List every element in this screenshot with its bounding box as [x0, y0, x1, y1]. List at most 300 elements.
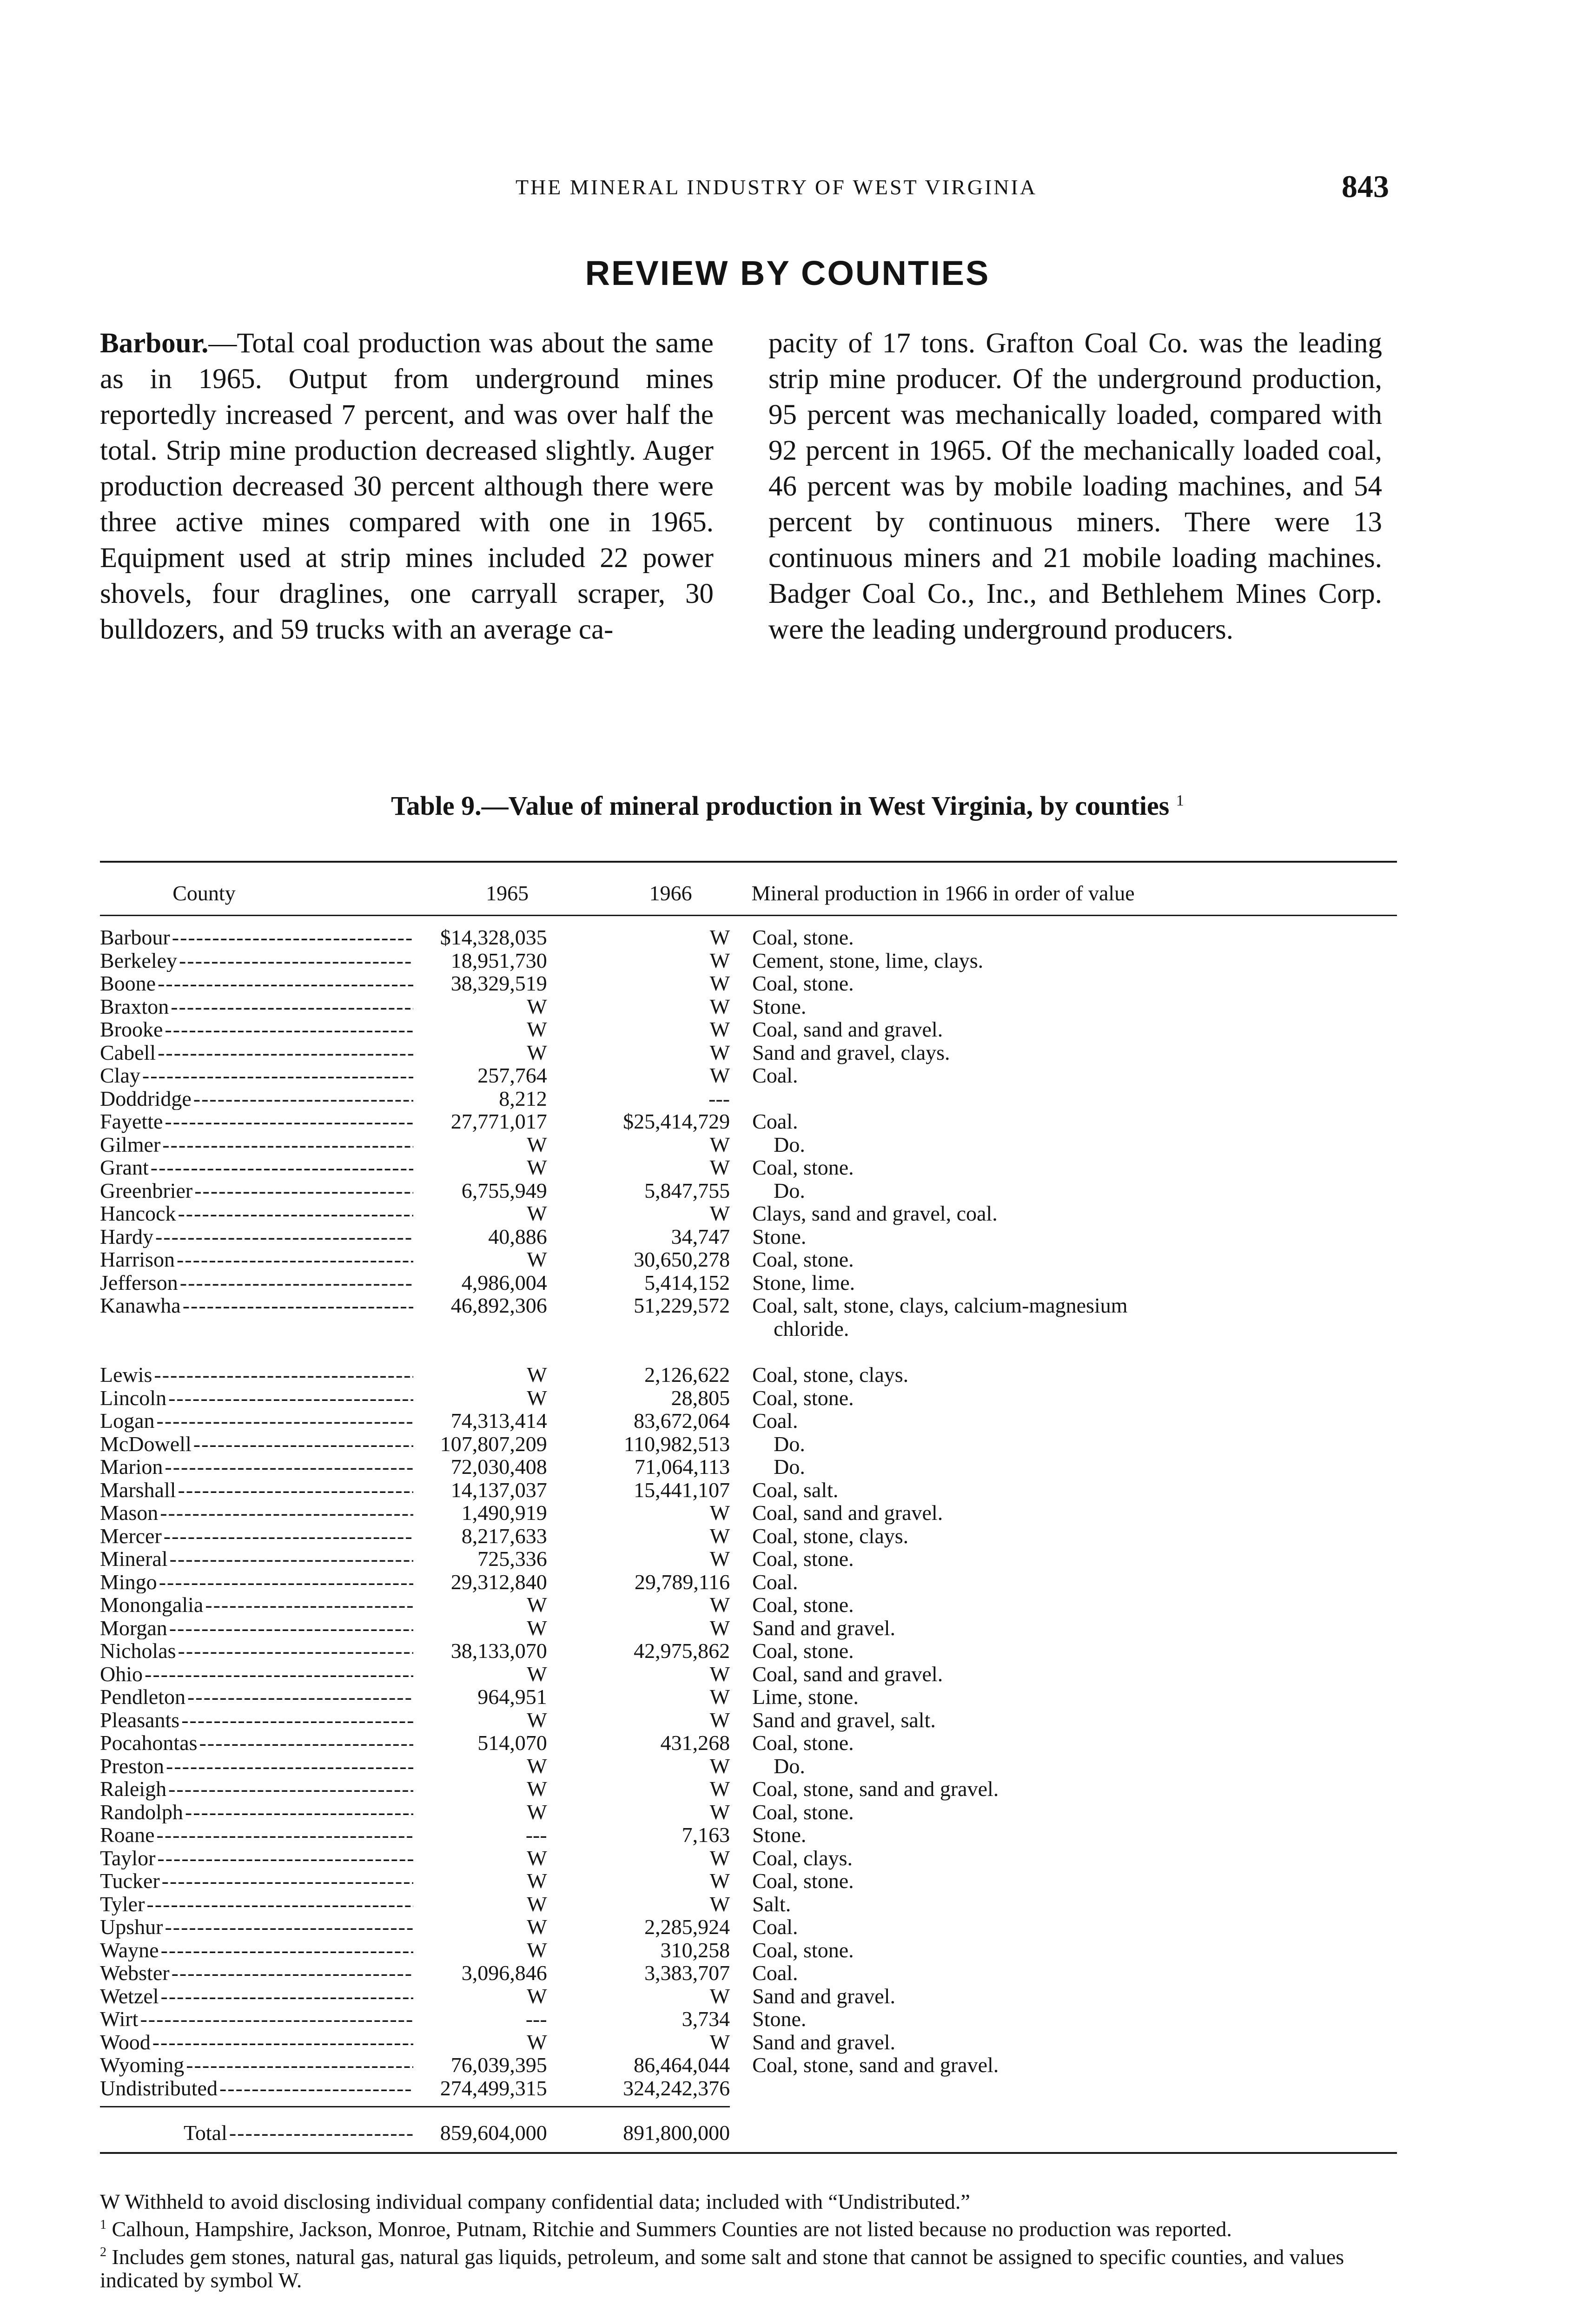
- value-1966-cell: 28,805: [671, 1386, 730, 1410]
- minerals-cell: Salt.: [752, 1892, 791, 1916]
- county-cell: [100, 1202, 413, 1225]
- total-label-cell: [100, 2107, 413, 2150]
- county-name: Berkeley -----: [100, 949, 413, 972]
- value-1966-cell: W: [709, 1777, 730, 1801]
- value-1966-cell: 7,163: [682, 1823, 730, 1847]
- total-separator-row: [100, 2100, 1397, 2107]
- value-1965-cell: 107,807,209: [440, 1432, 547, 1456]
- minerals-cell: Coal.: [752, 1409, 798, 1433]
- value-1966-cell: [547, 1317, 730, 1340]
- county-cell: [100, 1294, 413, 1317]
- county-cell: [100, 2053, 413, 2077]
- county-name: Undistributed -----: [100, 2077, 413, 2100]
- value-1966-cell: 2,285,924: [644, 1915, 730, 1939]
- minerals-cell: Coal, stone.: [752, 1938, 854, 1962]
- minerals-cell: Do.: [752, 1455, 805, 1479]
- footnote-2-text: Includes gem stones, natural gas, natural gas liquids, petroleum, and some salt and stone that cannot be assigned to specific counties, and values indicated by symbol W.: [100, 2245, 1344, 2292]
- county-name: Pocahontas -----: [100, 1731, 413, 1755]
- footnote-2-mark: 2: [100, 2245, 106, 2260]
- value-1966-cell: W: [709, 1685, 730, 1709]
- county-cell: [100, 1018, 413, 1041]
- value-1965-cell: 257,764: [477, 1063, 547, 1087]
- value-1965-cell: ---: [525, 2007, 547, 2031]
- county-name: Marion -----: [100, 1455, 413, 1479]
- value-1965-cell: 274,499,315: [440, 2076, 547, 2100]
- table-row: [100, 1915, 1397, 1939]
- table-row: [100, 1939, 1397, 1962]
- county-cell: [100, 1801, 413, 1824]
- table-row: [100, 1617, 1397, 1640]
- minerals-cell: Sand and gravel, salt.: [752, 1708, 936, 1732]
- table-row: [100, 972, 1397, 995]
- value-1965-cell: 964,951: [477, 1685, 547, 1709]
- county-name: Fayette -----: [100, 1110, 413, 1133]
- table-row: [100, 1225, 1397, 1248]
- value-1966-cell: 110,982,513: [623, 1432, 730, 1456]
- running-title: THE MINERAL INDUSTRY OF WEST VIRGINIA: [515, 175, 1038, 199]
- county-name: Barbour -----: [100, 926, 413, 949]
- county-name: Randolph -----: [100, 1801, 413, 1824]
- footnotes: [100, 2190, 1397, 2292]
- county-name: Ohio -----: [100, 1663, 413, 1686]
- value-1965-cell: W: [527, 1892, 547, 1916]
- minerals-cell: Stone, lime.: [752, 1270, 855, 1294]
- value-1966-cell: W: [709, 1800, 730, 1824]
- county-cell: [100, 1617, 413, 1640]
- text-column-right: [768, 325, 1382, 647]
- minerals-cell: Stone.: [752, 2007, 807, 2031]
- value-1966-cell: W: [709, 1524, 730, 1548]
- table-row: [100, 1525, 1397, 1548]
- table-row: [100, 1501, 1397, 1525]
- county-name: Upshur -----: [100, 1915, 413, 1939]
- county-cell: [100, 1525, 413, 1548]
- total-label: Total -----: [100, 2117, 413, 2149]
- county-cell: [100, 1110, 413, 1133]
- value-1966-cell: W: [709, 1662, 730, 1686]
- value-1965-cell: W: [527, 1938, 547, 1962]
- table-row: [100, 1087, 1397, 1110]
- table-row: [100, 1685, 1397, 1709]
- value-1965-cell: 4,986,004: [461, 1270, 547, 1294]
- table-row: [100, 1294, 1397, 1317]
- value-1966-cell: W: [709, 925, 730, 949]
- table-bottom-rule: [100, 2152, 1397, 2154]
- county-cell: [100, 1547, 413, 1571]
- county-name: Roane -----: [100, 1823, 413, 1847]
- value-1965-cell: 74,313,414: [450, 1409, 547, 1433]
- runin-heading: Barbour.: [100, 328, 209, 359]
- value-1966-cell: W: [709, 1616, 730, 1640]
- table-row: [100, 1593, 1397, 1617]
- county-cell: [100, 1156, 413, 1179]
- table-row: [100, 1731, 1397, 1755]
- county-cell: [100, 1915, 413, 1939]
- value-1965-cell: W: [527, 1248, 547, 1271]
- county-name: Pendleton -----: [100, 1685, 413, 1709]
- value-1965-cell: W: [527, 994, 547, 1018]
- value-1965-cell: 72,030,408: [450, 1455, 547, 1479]
- county-cell: [100, 1709, 413, 1732]
- county-name: Brooke -----: [100, 1018, 413, 1041]
- table-row: [100, 1985, 1397, 2008]
- value-1965-cell: W: [527, 1662, 547, 1686]
- footnote-1-mark: 1: [100, 2218, 106, 2232]
- table-row: [100, 1869, 1397, 1893]
- value-1966-cell: 3,383,707: [644, 1961, 730, 1985]
- minerals-cell: Do.: [752, 1132, 805, 1156]
- minerals-cell: Coal, stone.: [752, 1731, 854, 1755]
- value-1966-cell: 2,126,622: [644, 1363, 730, 1386]
- minerals-cell: Stone.: [752, 1224, 807, 1248]
- county-cell: [100, 1479, 413, 1502]
- table-row: [100, 1709, 1397, 1732]
- value-1965-cell: 3,096,846: [461, 1961, 547, 1985]
- value-1966-cell: 51,229,572: [634, 1294, 730, 1317]
- county-name: Marshall -----: [100, 1479, 413, 1502]
- table-row: [100, 1179, 1397, 1202]
- minerals-cell: chloride.: [752, 1316, 849, 1340]
- value-1965-cell: ---: [525, 1823, 547, 1847]
- value-1965-cell: 514,070: [477, 1731, 547, 1755]
- county-name: Preston -----: [100, 1755, 413, 1778]
- minerals-cell: Sand and gravel.: [752, 1616, 895, 1640]
- county-name: Mason -----: [100, 1501, 413, 1525]
- county-cell: [100, 2077, 413, 2100]
- value-1966-cell: W: [709, 1202, 730, 1225]
- county-name: Braxton -----: [100, 995, 413, 1018]
- value-1966-cell: W: [709, 948, 730, 972]
- value-1966-cell: W: [709, 1869, 730, 1893]
- value-1966-cell: 83,672,064: [634, 1409, 730, 1433]
- county-name: Mineral -----: [100, 1547, 413, 1571]
- minerals-cell: Coal, stone.: [752, 1248, 854, 1271]
- table-title-text: Table 9.—Value of mineral production in West Virginia, by counties: [391, 791, 1170, 821]
- county-cell: [100, 1248, 413, 1271]
- county-name: Wayne -----: [100, 1939, 413, 1962]
- value-1966-cell: W: [709, 1754, 730, 1778]
- table-row: [100, 1156, 1397, 1179]
- county-cell: [100, 1409, 413, 1433]
- table-top-rule: [100, 861, 1397, 863]
- value-1966-cell: ---: [708, 1086, 730, 1110]
- minerals-cell: Coal, stone, sand and gravel.: [752, 1777, 999, 1801]
- county-cell: [100, 995, 413, 1018]
- value-1966-cell: W: [709, 994, 730, 1018]
- minerals-cell: Coal, stone.: [752, 971, 854, 995]
- table-row: [100, 2053, 1397, 2077]
- county-name: Clay -----: [100, 1064, 413, 1087]
- table-row: [100, 1110, 1397, 1133]
- county-cell: [100, 1179, 413, 1202]
- county-cell: [100, 1939, 413, 1962]
- value-1965-cell: W: [527, 1869, 547, 1893]
- value-1966-cell: W: [709, 1132, 730, 1156]
- minerals-cell: Coal, stone, clays.: [752, 1363, 909, 1386]
- county-name: Wirt -----: [100, 2007, 413, 2031]
- county-name: Wood -----: [100, 2031, 413, 2054]
- value-1965-cell: W: [527, 1846, 547, 1870]
- county-cell: [100, 972, 413, 995]
- county-name: Harrison -----: [100, 1248, 413, 1271]
- table-row: [100, 1133, 1397, 1156]
- value-1966-cell: W: [709, 1017, 730, 1041]
- county-name: Monongalia -----: [100, 1593, 413, 1617]
- table-row: [100, 926, 1397, 949]
- table-row: [100, 1479, 1397, 1502]
- county-cell: [100, 1961, 413, 1985]
- county-name: Hardy -----: [100, 1225, 413, 1248]
- value-1965-cell: W: [527, 1202, 547, 1225]
- value-1965-cell: W: [527, 1777, 547, 1801]
- county-cell: [100, 1869, 413, 1893]
- minerals-cell: Sand and gravel.: [752, 2030, 895, 2054]
- table-row: [100, 1639, 1397, 1663]
- county-name: Pleasants -----: [100, 1709, 413, 1732]
- value-1966-cell: 71,064,113: [634, 1455, 730, 1479]
- table-row: [100, 1363, 1397, 1386]
- county-name: Webster -----: [100, 1961, 413, 1985]
- county-cell: [100, 2031, 413, 2054]
- value-1966-cell: 5,847,755: [644, 1178, 730, 1202]
- minerals-cell: Coal, stone.: [752, 1869, 854, 1893]
- value-1965-cell: W: [527, 1984, 547, 2008]
- county-cell: [100, 2007, 413, 2031]
- minerals-cell: Stone.: [752, 994, 807, 1018]
- footnote-2: [100, 2241, 1397, 2291]
- total-1966-cell: 891,800,000: [623, 2121, 730, 2145]
- value-1965-cell: 29,312,840: [450, 1570, 547, 1594]
- value-1965-cell: W: [527, 1040, 547, 1064]
- value-1966-cell: 29,789,116: [634, 1570, 730, 1594]
- county-name: Jefferson -----: [100, 1271, 413, 1294]
- footnote-1: [100, 2213, 1397, 2241]
- county-cell: [100, 1985, 413, 2008]
- running-head: [0, 168, 1575, 205]
- county-name: Taylor -----: [100, 1847, 413, 1870]
- value-1965-cell: W: [527, 1155, 547, 1179]
- minerals-cell: Sand and gravel.: [752, 1984, 895, 2008]
- value-1965-cell: 38,133,070: [450, 1639, 547, 1663]
- county-cell: [100, 1433, 413, 1456]
- county-name: Wetzel -----: [100, 1985, 413, 2008]
- value-1965-cell: 8,212: [499, 1086, 547, 1110]
- footnote-w: W Withheld to avoid disclosing individual company confidential data; included with “Undistributed.”: [100, 2190, 970, 2213]
- value-1966-cell: W: [709, 1547, 730, 1571]
- minerals-cell: [730, 1087, 1397, 1110]
- value-1965-cell: 18,951,730: [450, 948, 547, 972]
- minerals-cell: Coal, sand and gravel.: [752, 1662, 943, 1686]
- minerals-cell: Coal, stone.: [752, 925, 854, 949]
- minerals-cell: Cement, stone, lime, clays.: [752, 948, 984, 972]
- value-1966-cell: 15,441,107: [634, 1478, 730, 1502]
- paragraph-text-right: pacity of 17 tons. Grafton Coal Co. was the leading strip mine producer. Of the underground production, 95 percent was mechanically loaded, compared with 92 percent in 1965. Of the mechanically loaded coal, 46 percent was by mobile loading machines, and 54 percent by continuous miners. There were 13 continuous miners and 21 mobile loading machines. Badger Coal Co., Inc., and Bethlehem Mines Corp. were the leading underground producers.: [768, 328, 1382, 645]
- minerals-cell: Lime, stone.: [752, 1685, 859, 1709]
- county-cell: [100, 1317, 413, 1340]
- value-1966-cell: 34,747: [671, 1224, 730, 1248]
- table-row: [100, 1801, 1397, 1824]
- value-1966-cell: 42,975,862: [634, 1639, 730, 1663]
- county-cell: [100, 1571, 413, 1594]
- minerals-cell: Stone.: [752, 1823, 807, 1847]
- value-1966-cell: W: [709, 1984, 730, 2008]
- table-row: [100, 1571, 1397, 1594]
- table-row: [100, 949, 1397, 972]
- value-1965-cell: W: [527, 1616, 547, 1640]
- value-1965-cell: W: [527, 1017, 547, 1041]
- table-spacer-row: [100, 1340, 1397, 1363]
- county-cell: [100, 1685, 413, 1709]
- value-1966-cell: W: [709, 1040, 730, 1064]
- county-cell: [100, 1639, 413, 1663]
- minerals-cell: [730, 2077, 1397, 2100]
- value-1966-cell: W: [709, 1846, 730, 1870]
- minerals-cell: Do.: [752, 1178, 805, 1202]
- value-1965-cell: W: [527, 1800, 547, 1824]
- minerals-cell: Coal.: [752, 1063, 798, 1087]
- county-name: Lewis -----: [100, 1363, 413, 1386]
- value-1966-cell: 324,242,376: [623, 2076, 730, 2100]
- table-header: [100, 875, 1397, 912]
- header-county: County: [172, 881, 236, 905]
- minerals-cell: Do.: [752, 1432, 805, 1456]
- county-cell: [100, 1271, 413, 1294]
- table-row: [100, 995, 1397, 1018]
- value-1965-cell: W: [527, 1915, 547, 1939]
- minerals-cell: Coal, clays.: [752, 1846, 853, 1870]
- county-name: Greenbrier -----: [100, 1179, 413, 1202]
- value-1966-cell: 5,414,152: [644, 1270, 730, 1294]
- county-name: Cabell -----: [100, 1041, 413, 1064]
- table-row: [100, 1547, 1397, 1571]
- value-1965-cell: W: [527, 1754, 547, 1778]
- minerals-cell: Coal, stone.: [752, 1593, 854, 1617]
- county-name: Logan -----: [100, 1409, 413, 1433]
- minerals-cell: Coal.: [752, 1961, 798, 1985]
- value-1966-cell: W: [709, 1708, 730, 1732]
- county-name: Mingo -----: [100, 1571, 413, 1594]
- value-1966-cell: W: [709, 1892, 730, 1916]
- minerals-cell: Coal, stone.: [752, 1639, 854, 1663]
- table-row: [100, 1041, 1397, 1064]
- county-name: Morgan -----: [100, 1617, 413, 1640]
- value-1966-cell: W: [709, 1593, 730, 1617]
- value-1966-cell: $25,414,729: [623, 1109, 730, 1133]
- section-title: REVIEW BY COUNTIES: [585, 254, 990, 292]
- county-name: Tucker -----: [100, 1869, 413, 1893]
- county-cell: [100, 1777, 413, 1801]
- county-cell: [100, 1225, 413, 1248]
- county-cell: [100, 1386, 413, 1410]
- county-cell: [100, 1064, 413, 1087]
- minerals-cell: Coal, sand and gravel.: [752, 1017, 943, 1041]
- table-row: [100, 1248, 1397, 1271]
- table-row: [100, 1847, 1397, 1870]
- minerals-cell: Coal, stone.: [752, 1386, 854, 1410]
- table-row: [100, 1064, 1397, 1087]
- table-row: [100, 1777, 1397, 1801]
- county-cell: [100, 949, 413, 972]
- table-row: [100, 1386, 1397, 1410]
- table-row: [100, 1455, 1397, 1479]
- county-name: Grant -----: [100, 1156, 413, 1179]
- table-body: [100, 926, 1397, 2149]
- table-row: [100, 2007, 1397, 2031]
- value-1965-cell: $14,328,035: [440, 925, 547, 949]
- header-1966: 1966: [649, 881, 692, 905]
- county-name: Lincoln -----: [100, 1386, 413, 1410]
- value-1965-cell: 6,755,949: [461, 1178, 547, 1202]
- county-name: Kanawha -----: [100, 1294, 413, 1317]
- minerals-cell: Coal.: [752, 1915, 798, 1939]
- value-1966-cell: W: [709, 1501, 730, 1525]
- total-empty-cell: [730, 2107, 1397, 2150]
- header-1965: 1965: [486, 881, 529, 905]
- table-row: [100, 1755, 1397, 1778]
- county-cell: [100, 926, 413, 949]
- minerals-cell: Coal, stone.: [752, 1547, 854, 1571]
- page-number: 843: [1342, 169, 1389, 204]
- county-name: Gilmer -----: [100, 1133, 413, 1156]
- table-row: [100, 1663, 1397, 1686]
- table-row: [100, 1961, 1397, 1985]
- table-row: [100, 2077, 1397, 2100]
- value-1965-cell: 38,329,519: [450, 971, 547, 995]
- value-1965-cell: W: [527, 1132, 547, 1156]
- value-1965-cell: W: [527, 1363, 547, 1386]
- value-1966-cell: 431,268: [660, 1731, 730, 1755]
- county-cell: [100, 1363, 413, 1386]
- total-row: [100, 2107, 1397, 2150]
- minerals-cell: Clays, sand and gravel, coal.: [752, 1202, 998, 1225]
- table-row: [100, 1317, 1397, 1340]
- county-name: Tyler -----: [100, 1893, 413, 1916]
- value-1965-cell: W: [527, 1593, 547, 1617]
- value-1965-cell: W: [527, 1708, 547, 1732]
- minerals-cell: Coal.: [752, 1570, 798, 1594]
- value-1966-cell: W: [709, 1063, 730, 1087]
- value-1965-cell: 725,336: [477, 1547, 547, 1571]
- value-1966-cell: 310,258: [660, 1938, 730, 1962]
- table-row: [100, 1271, 1397, 1294]
- value-1965-cell: W: [527, 2030, 547, 2054]
- table-row: [100, 1893, 1397, 1916]
- minerals-cell: Coal, salt.: [752, 1478, 839, 1502]
- minerals-cell: Coal.: [752, 1109, 798, 1133]
- county-name: Raleigh -----: [100, 1777, 413, 1801]
- value-1966-cell: W: [709, 2030, 730, 2054]
- county-name: McDowell -----: [100, 1433, 413, 1456]
- total-1965-cell: 859,604,000: [440, 2121, 547, 2145]
- minerals-cell: Sand and gravel, clays.: [752, 1040, 950, 1064]
- text-column-left: [100, 325, 714, 647]
- county-cell: [100, 1663, 413, 1686]
- value-1965-cell: [413, 1317, 547, 1340]
- value-1966-cell: 30,650,278: [634, 1248, 730, 1271]
- value-1965-cell: 14,137,037: [450, 1478, 547, 1502]
- county-name: Hancock -----: [100, 1202, 413, 1225]
- minerals-cell: Coal, salt, stone, clays, calcium-magnesium: [752, 1294, 1128, 1317]
- minerals-cell: Coal, stone, sand and gravel.: [752, 2053, 999, 2077]
- value-1966-cell: 86,464,044: [634, 2053, 730, 2077]
- county-cell: [100, 1593, 413, 1617]
- barbour-paragraph: [100, 325, 714, 647]
- county-cell: [100, 1755, 413, 1778]
- table-row: [100, 1018, 1397, 1041]
- value-1965-cell: 40,886: [488, 1224, 547, 1248]
- value-1965-cell: 27,771,017: [450, 1109, 547, 1133]
- minerals-cell: Coal, stone.: [752, 1800, 854, 1824]
